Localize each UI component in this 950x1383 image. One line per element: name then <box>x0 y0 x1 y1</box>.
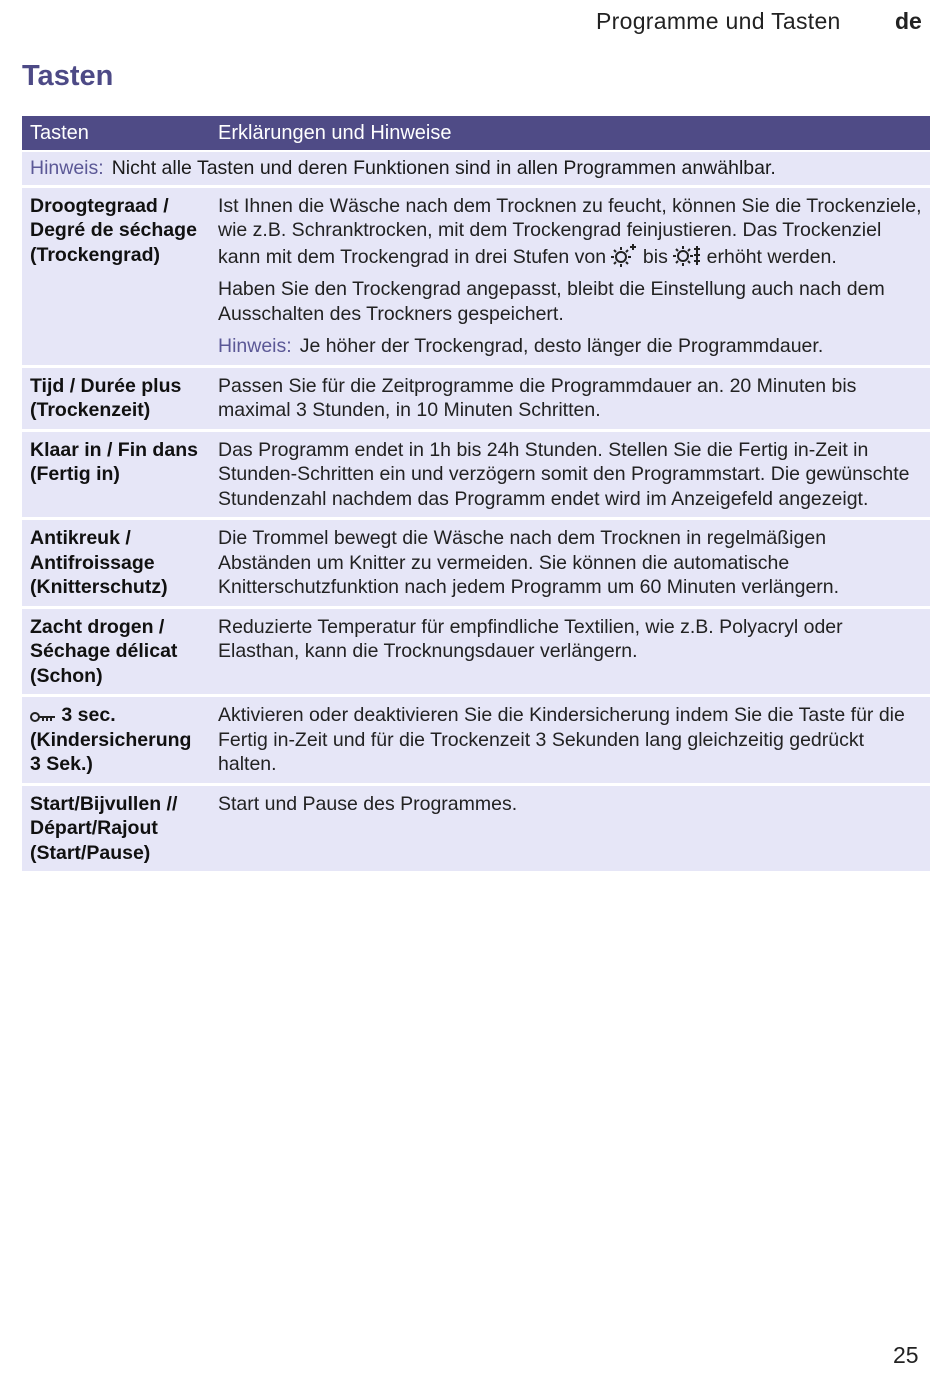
description-hint <box>218 334 922 359</box>
key-line: Klaar in / Fin dans <box>30 438 198 461</box>
buttons-table <box>22 116 930 874</box>
row-description: Passen Sie für die Zeitprogramme die Programmdauer an. 20 Minuten bis maximal 3 Stunden, in 10 Minuten Schritten. <box>210 366 930 430</box>
row-key <box>22 784 210 873</box>
row-description: Die Trommel bewegt die Wäsche nach dem Trocknen in regelmäßigen Abständen um Knitter zu vermeiden. Sie können die automatische Knitterschutzfunktion nach jedem Programm um 60 Minuten verlängern. <box>210 519 930 608</box>
table-row <box>22 607 930 696</box>
key-line: Start/Bijvullen // <box>30 792 178 815</box>
table-row <box>22 366 930 430</box>
description-text: erhöht werden. <box>706 245 837 268</box>
key-line: Antifroissage <box>30 551 155 574</box>
description-paragraph: Haben Sie den Trockengrad angepasst, bleibt die Einstellung auch nach dem Ausschalten des Trockners gespeichert. <box>218 278 885 325</box>
page-number: 25 <box>893 1342 919 1368</box>
table-row <box>22 519 930 608</box>
row-key <box>22 186 210 366</box>
key-line: 3 Sek.) <box>30 753 93 775</box>
table-header-row <box>22 116 930 151</box>
dryness-level-max-icon <box>673 243 701 267</box>
hint-text: Je höher der Trockengrad, desto länger die Programmdauer. <box>299 335 824 357</box>
table-note <box>22 151 930 186</box>
dryness-level-min-icon <box>611 243 637 267</box>
key-line: (Knitterschutz) <box>30 576 168 598</box>
key-line: (Schon) <box>30 664 103 687</box>
row-key <box>22 607 210 696</box>
column-header-keys: Tasten <box>22 116 210 151</box>
note-text: Nicht alle Tasten und deren Funktionen sind in allen Programmen anwählbar. <box>111 157 776 179</box>
key-line-text: 3 sec. <box>61 704 116 726</box>
running-header-language: de <box>895 8 922 34</box>
key-line: Départ/Rajout <box>30 817 158 839</box>
key-line: (Fertig in) <box>30 463 120 485</box>
key-line: Tijd / Durée plus <box>30 374 182 397</box>
table-note-row <box>22 151 930 186</box>
row-key <box>22 519 210 608</box>
row-description: Start und Pause des Programmes. <box>210 784 930 873</box>
running-header-section: Programme und Tasten <box>596 8 841 34</box>
page-title: Tasten <box>22 60 114 92</box>
table-row <box>22 186 930 366</box>
description-paragraph <box>218 194 922 270</box>
key-line: (Start/Pause) <box>30 841 151 864</box>
description-text: bis <box>642 245 668 268</box>
key-line: Zacht drogen / <box>30 615 165 638</box>
table-row <box>22 784 930 873</box>
row-key <box>22 430 210 519</box>
table-row <box>22 696 930 785</box>
row-description: Aktivieren oder deaktivieren Sie die Kindersicherung indem Sie die Taste für die Fertig in-Zeit und für die Trockenzeit 3 Sekunden lang gleichzeitig gedrückt halten. <box>210 696 930 785</box>
key-icon <box>30 709 56 725</box>
key-line <box>30 703 202 728</box>
key-line: Droogtegraad / <box>30 194 169 217</box>
row-description: Das Programm endet in 1h bis 24h Stunden. Stellen Sie die Fertig in-Zeit in Stunden-Schritten ein und verzögern somit den Programmstart. Die gewünschte Stundenzahl nachdem das Programm endet wird im Anzeigefeld angezeigt. <box>210 430 930 519</box>
row-key <box>22 366 210 430</box>
key-line: (Trockengrad) <box>30 243 161 266</box>
row-description <box>210 186 930 366</box>
key-line: (Trockenzeit) <box>30 399 151 421</box>
hint-label: Hinweis: <box>218 335 292 357</box>
description-text: Ist Ihnen die Wäsche nach dem Trocknen zu feucht, können Sie die Trockenziele, wie z.B. Schranktrocken, mit dem Trockengrad feinjustieren. Das Trockenziel kann mit dem Trockengrad in drei Stufen von <box>218 194 922 268</box>
key-line: (Kindersicherung <box>30 728 192 751</box>
key-line: Degré de séchage <box>30 219 197 241</box>
note-label: Hinweis: <box>30 157 104 179</box>
table-row <box>22 430 930 519</box>
key-line: Antikreuk / <box>30 527 131 549</box>
row-description: Reduzierte Temperatur für empfindliche Textilien, wie z.B. Polyacryl oder Elasthan, kann die Trocknungsdauer verlängern. <box>210 607 930 696</box>
column-header-description: Erklärungen und Hinweise <box>210 116 930 151</box>
key-line: Séchage délicat <box>30 640 178 662</box>
row-key <box>22 696 210 785</box>
